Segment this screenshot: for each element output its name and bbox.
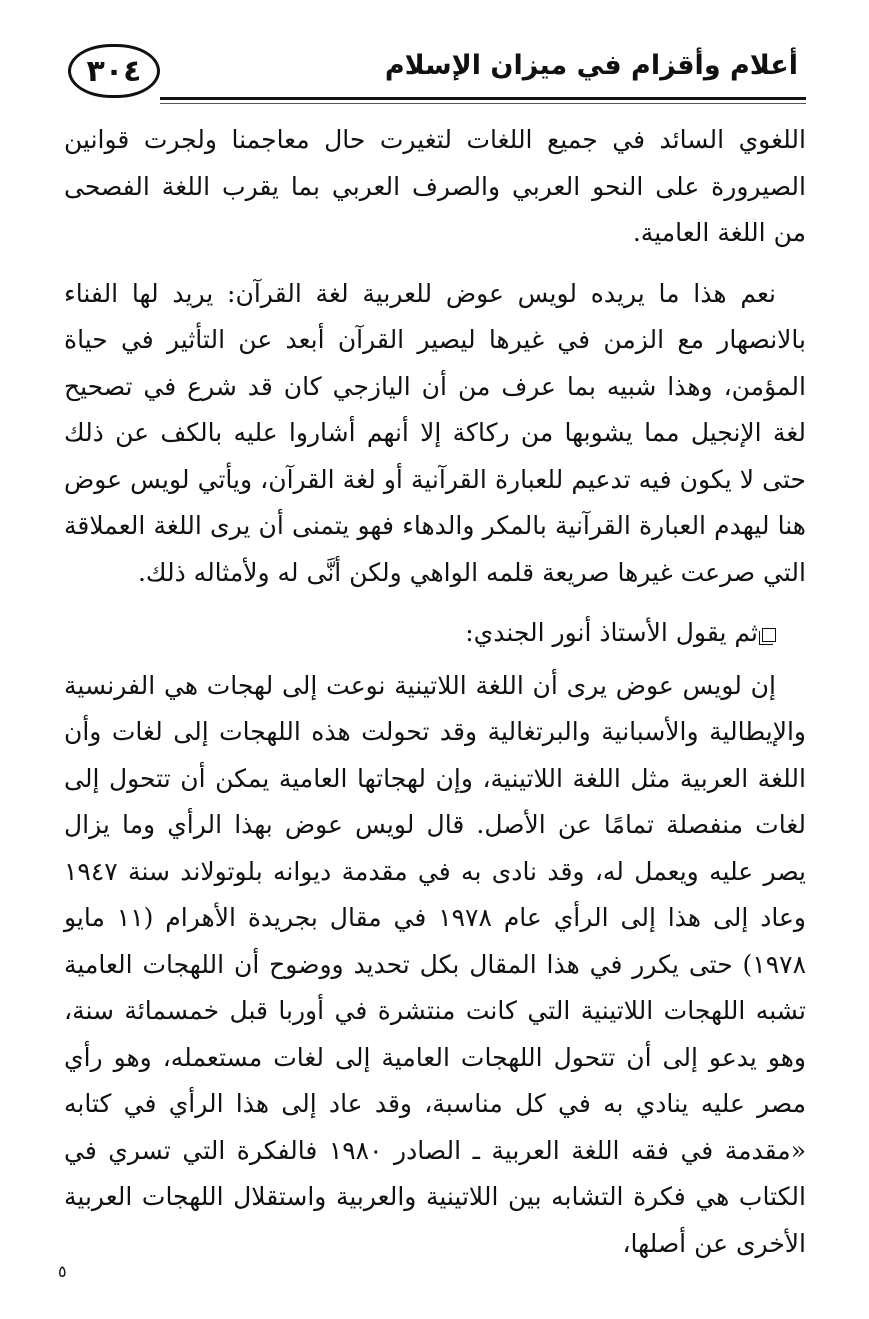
paragraph-2: نعم هذا ما يريده لويس عوض للعربية لغة القرآن: يريد لها الفناء بالانصهار مع الزمن في غيرها ليصير القرآن أبعد عن التأثير في حياة المؤمن، وهذا شبيه بما عرف من أن اليازجي كان قد شرع في تصحيح لغة الإنجيل مما يشوبها من ركاكة إلا أنهم أشاروا عليه بالكف عن ذلك حتى لا يكون فيه تدعيم للعبارة القرآنية أو لغة القرآن، ويأتي لويس عوض هنا ليهدم العبارة القرآنية بالمكر والدهاء فهو يتمنى أن يرى اللغة العملاقة التي صرعت غيرها صريعة قلمه الواهي ولكن أنَّى له ولأمثاله ذلك.	[64, 278, 806, 587]
paragraph-3-text: ثم يقول الأستاذ أنور الجندي:	[465, 618, 758, 647]
header-rule-thin	[160, 103, 806, 104]
running-header	[64, 44, 806, 106]
paragraph-3	[64, 610, 806, 657]
book-title: أعلام وأقزام في ميزان الإسلام	[384, 50, 798, 81]
paragraph-4: إن لويس عوض يرى أن اللغة اللاتينية نوعت إلى لهجات هي الفرنسية والإيطالية والأسبانية والبرتغالية وقد تحولت هذه اللهجات إلى لغات وأن اللغة العربية مثل اللغة اللاتينية، وإن لهجاتها العامية يمكن أن تتحول إلى لغات منفصلة تمامًا عن الأصل. قال لويس عوض بهذا الرأي وما يزال يصر عليه ويعمل له، وقد نادى به في مقدمة ديوانه بلوتولاند سنة ١٩٤٧ وعاد إلى هذا إلى الرأي عام ١٩٧٨ في مقال بجريدة الأهرام (١١ مايو ١٩٧٨) حتى يكرر في هذا المقال بكل تحديد ووضوح أن اللهجات العامية تشبه اللهجات اللاتينية التي كانت منتشرة في أوربا قبل خمسمائة سنة، وهو يدعو إلى أن تتحول اللهجات العامية إلى لغات مستعمله، وهو رأي مصر عليه ينادي به في كل مناسبة، وقد عاد إلى هذا الرأي في كتابه «مقدمة في فقه اللغة العربية ـ الصادر ١٩٨٠ فالفكرة التي تسري في الكتاب هي فكرة التشابه بين اللاتينية والعربية واستقلال اللهجات العربية الأخرى عن أصلها،	[64, 670, 807, 1258]
paragraph-1: اللغوي السائد في جميع اللغات لتغيرت حال معاجمنا ولجرت قوانين الصيرورة على النحو العربي والصرف العربي بما يقرب اللغة الفصحى من اللغة العامية.	[64, 125, 806, 247]
page-number: ٣٠٤	[68, 44, 160, 98]
footer-signature-mark: ٥	[58, 1262, 67, 1281]
body-text	[64, 117, 806, 1281]
header-rule	[160, 97, 806, 100]
section-square-icon	[762, 628, 776, 642]
